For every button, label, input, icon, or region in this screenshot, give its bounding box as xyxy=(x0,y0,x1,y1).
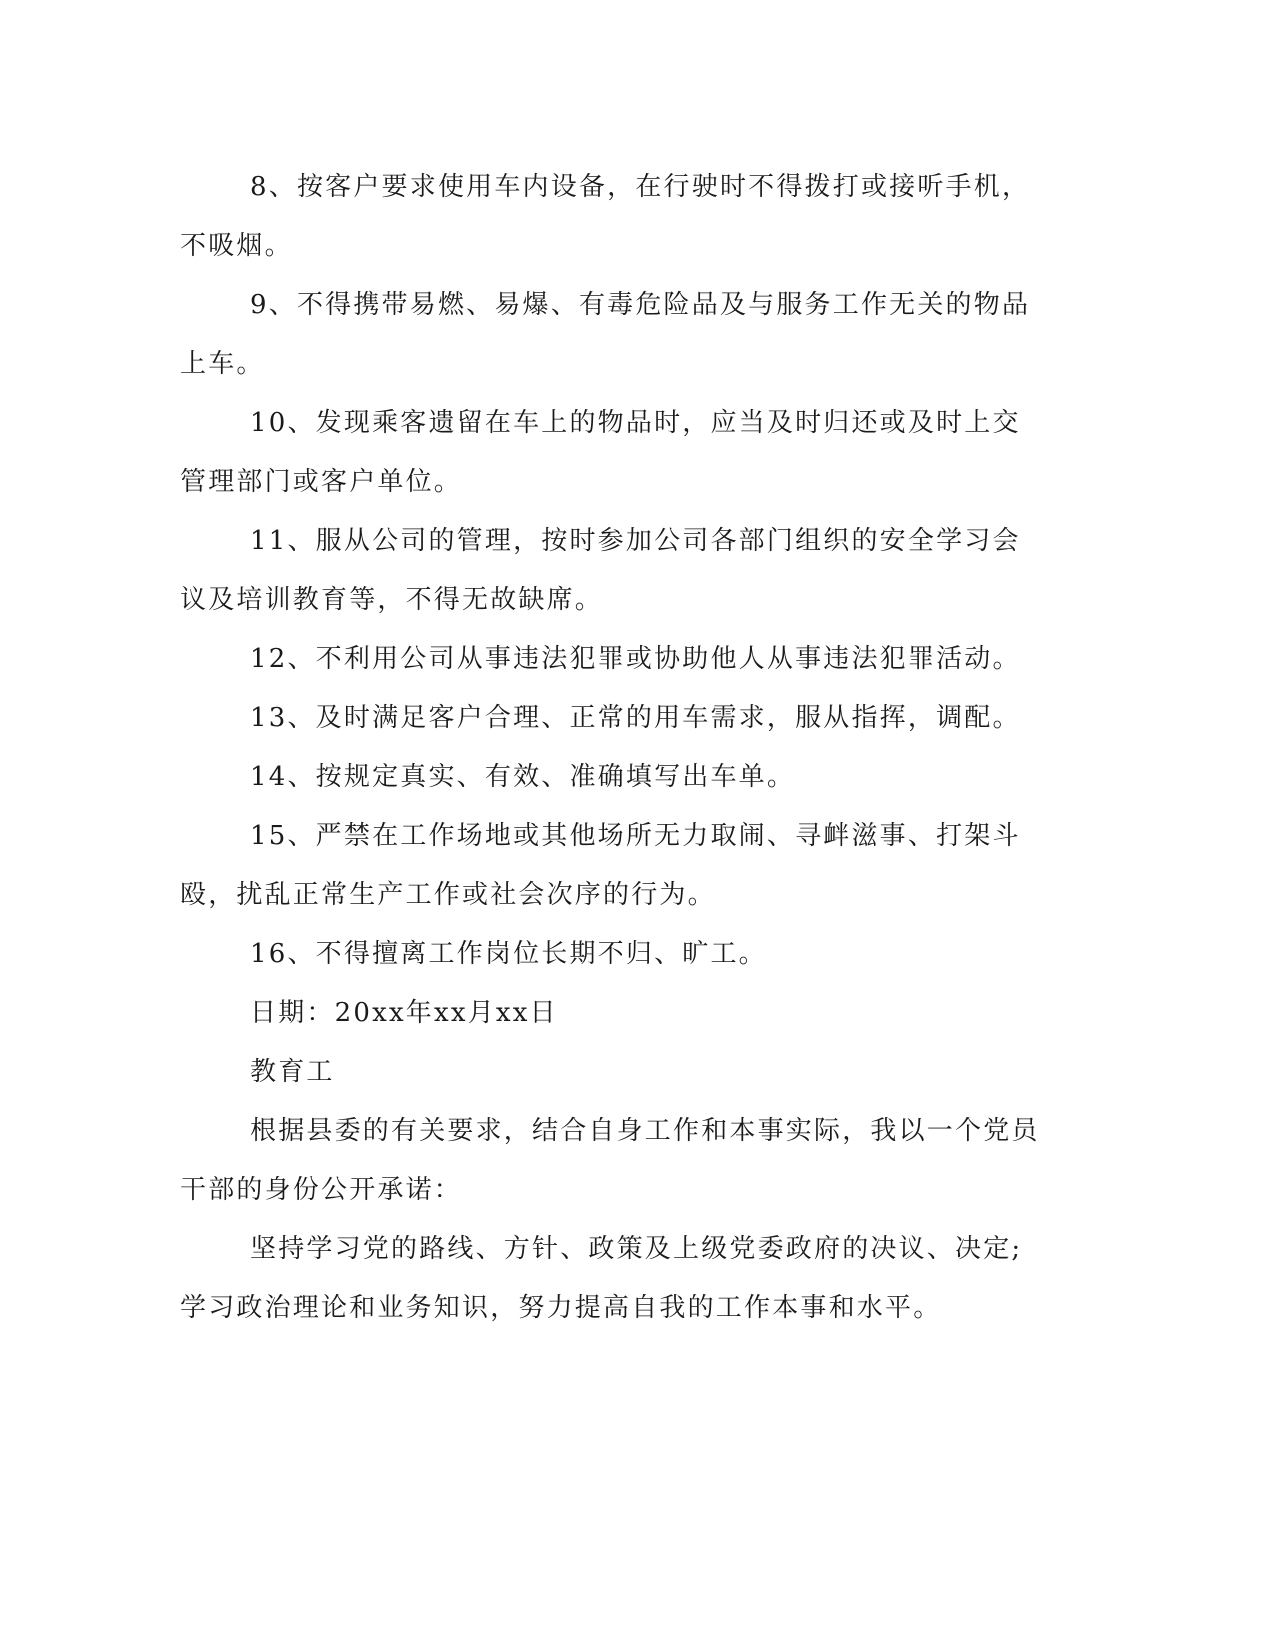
document-body xyxy=(180,158,1040,1338)
rule-item-16: 16、不得擅离工作岗位长期不归、旷工。 xyxy=(250,939,767,969)
rule-item-12: 12、不利用公司从事违法犯罪或协助他人从事违法犯罪活动。 xyxy=(250,644,1021,674)
rule-item-11: 11、服从公司的管理，按时参加公司各部门组织的安全学习会议及培训教育等，不得无故缺席。 xyxy=(180,526,1021,615)
rule-item-15: 15、严禁在工作场地或其他场所无力取闹、寻衅滋事、打架斗殴，扰乱正常生产工作或社会次序的行为。 xyxy=(180,821,1021,910)
body-paragraph-1: 根据县委的有关要求，结合自身工作和本事实际，我以一个党员干部的身份公开承诺： xyxy=(180,1116,1040,1205)
rule-item-8: 8、按客户要求使用车内设备，在行驶时不得拨打或接听手机，不吸烟。 xyxy=(180,172,1031,261)
rule-item-14: 14、按规定真实、有效、准确填写出车单。 xyxy=(250,762,796,792)
rule-item-10: 10、发现乘客遗留在车上的物品时，应当及时归还或及时上交管理部门或客户单位。 xyxy=(180,408,1021,497)
rule-item-9: 9、不得携带易燃、易爆、有毒危险品及与服务工作无关的物品上车。 xyxy=(180,290,1031,379)
rule-item-13: 13、及时满足客户合理、正常的用车需求，服从指挥，调配。 xyxy=(250,703,1021,733)
section-title: 教育工 xyxy=(250,1057,335,1087)
date-line: 日期：20xx年xx月xx日 xyxy=(250,998,558,1028)
body-paragraph-2: 坚持学习党的路线、方针、政策及上级党委政府的决议、决定;学习政治理论和业务知识，努力提高自我的工作本事和水平。 xyxy=(180,1234,1023,1323)
